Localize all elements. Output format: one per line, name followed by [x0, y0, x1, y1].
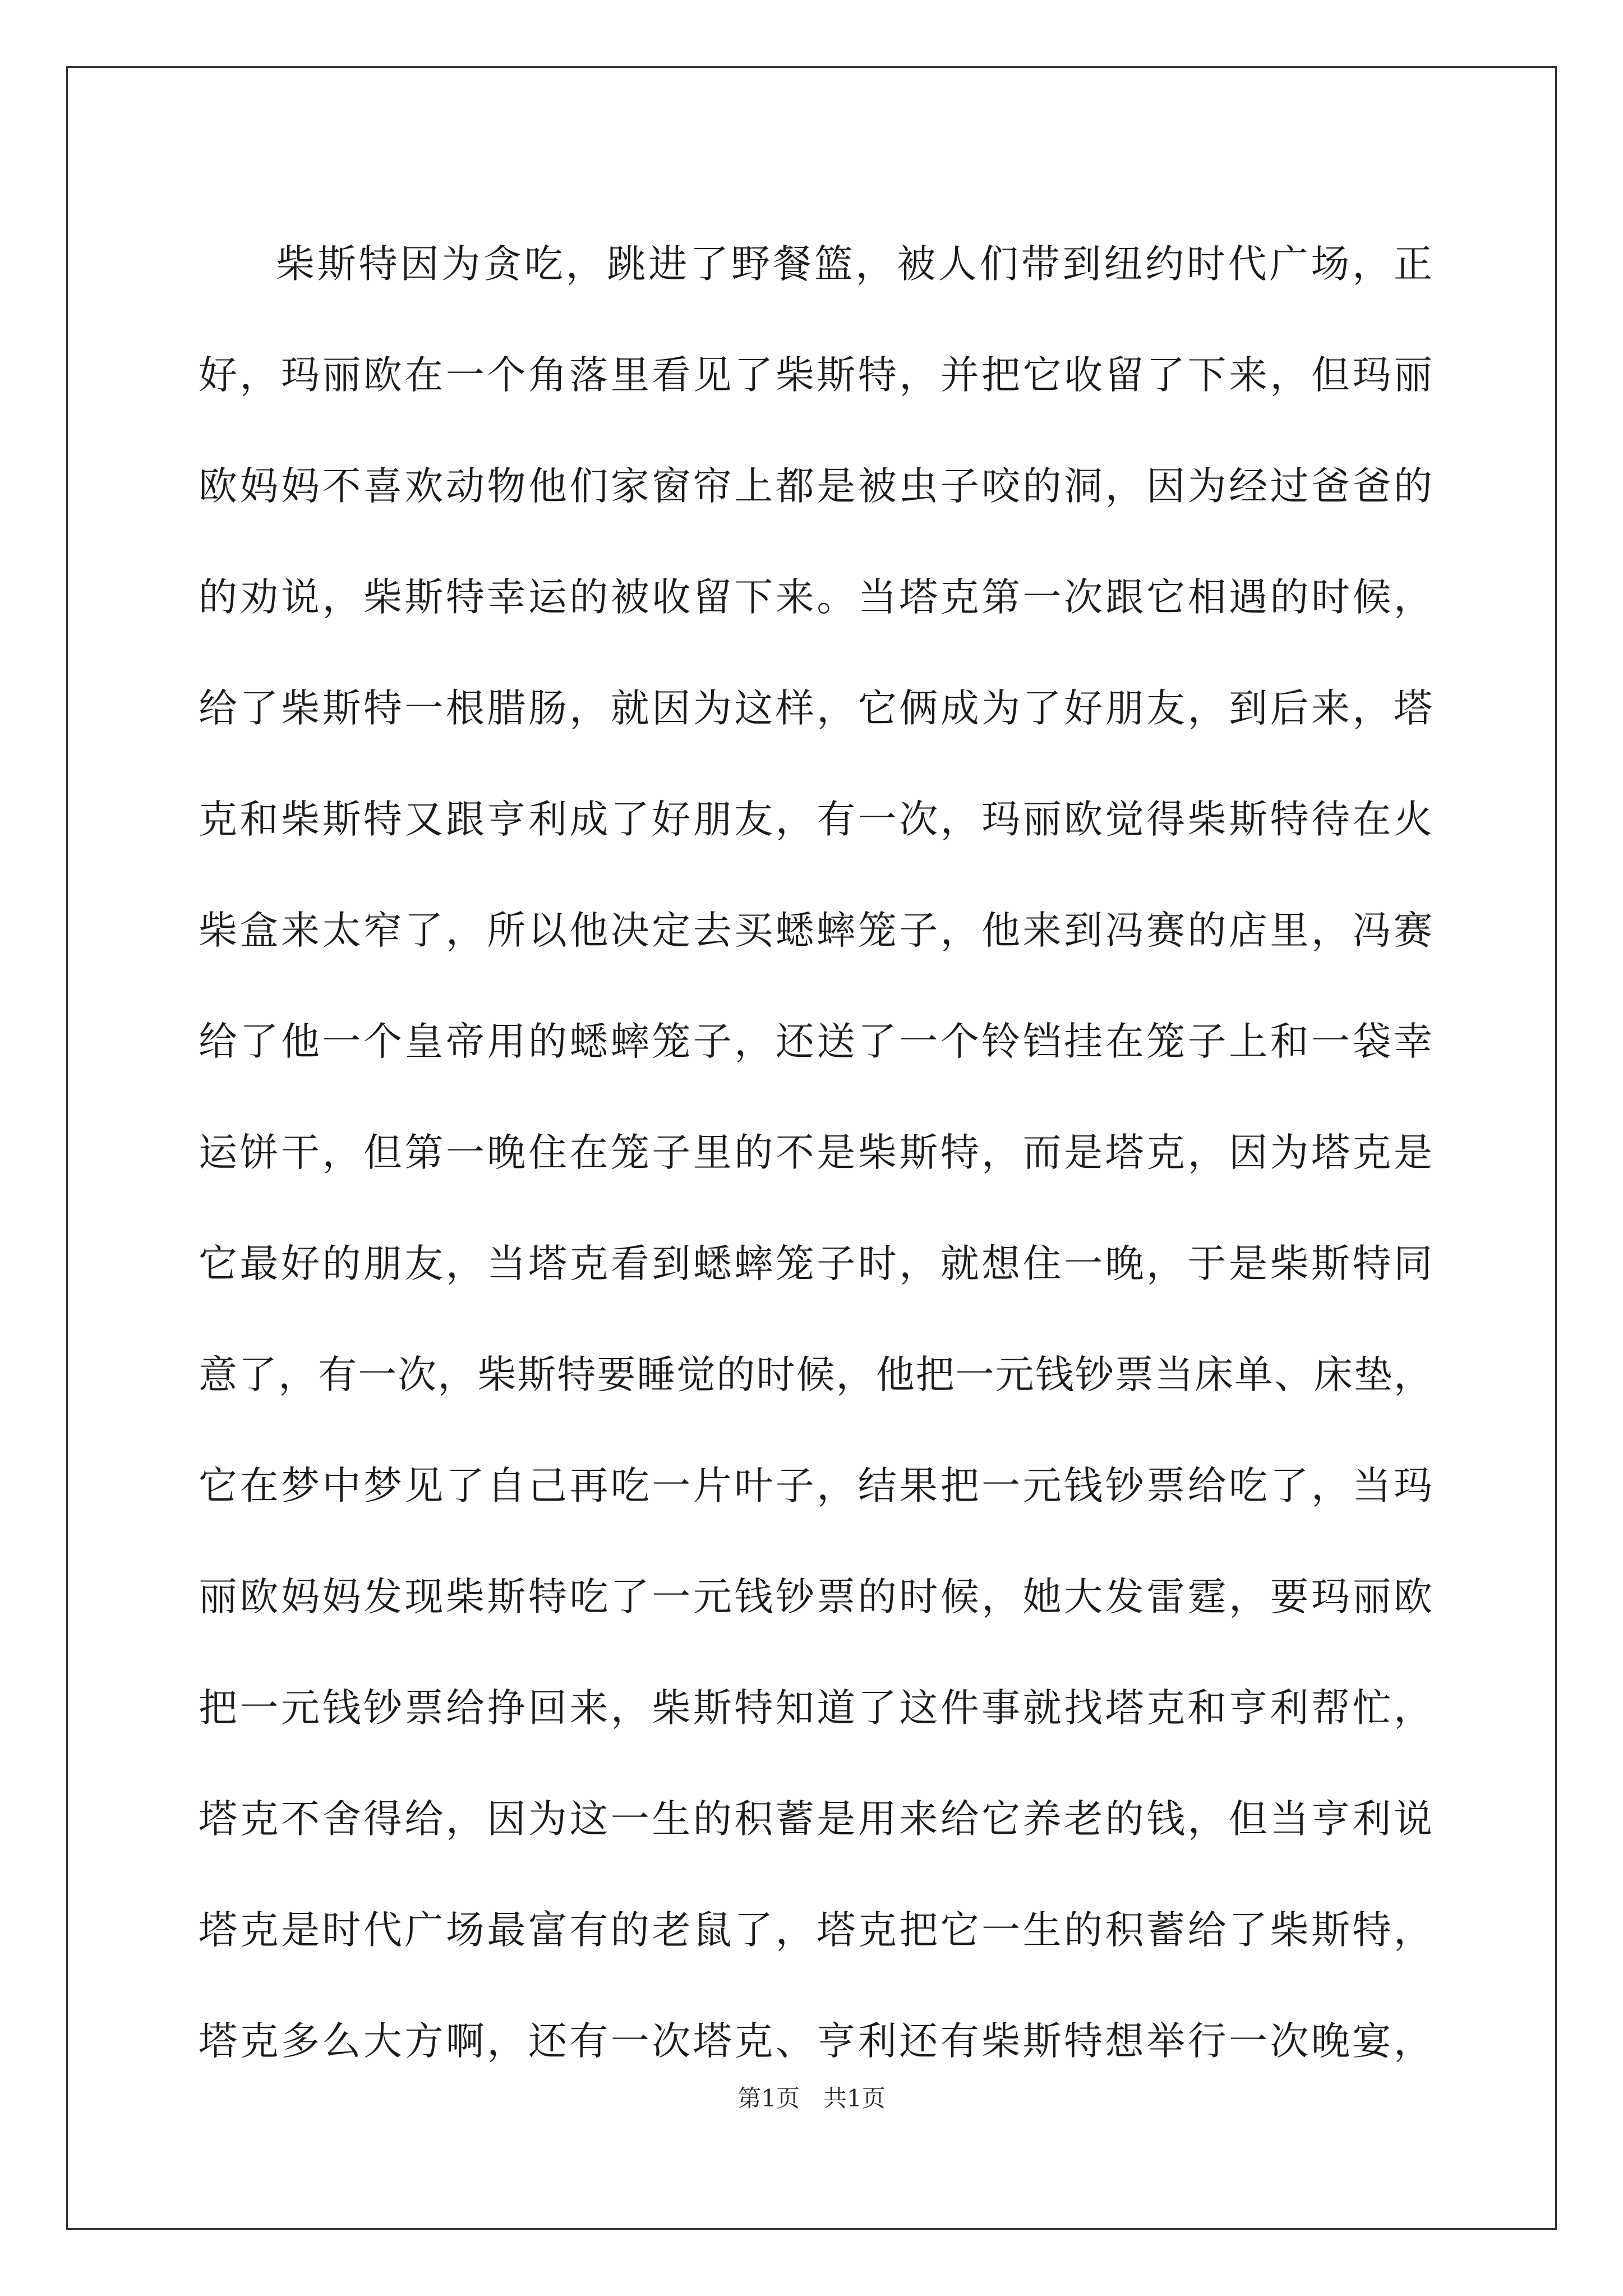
text-line-1: 柴斯特因为贪吃，跳进了野餐篮，被人们带到纽约时代广场，正	[276, 242, 1432, 287]
text-line-2: 好，玛丽欧在一个角落里看见了柴斯特，并把它收留了下来，但玛丽	[199, 353, 1432, 398]
text-line-4: 的劝说，柴斯特幸运的被收留下来。当塔克第一次跟它相遇的时候，	[199, 575, 1432, 620]
text-line-8: 给了他一个皇帝用的蟋蟀笼子，还送了一个铃铛挂在笼子上和一袋幸	[199, 1019, 1432, 1064]
text-line-12: 它在梦中梦见了自己再吃一片叶子，结果把一元钱钞票给吃了，当玛	[199, 1464, 1432, 1508]
text-line-16: 塔克是时代广场最富有的老鼠了，塔克把它一生的积蓄给了柴斯特，	[199, 1908, 1432, 1953]
text-line-3: 欧妈妈不喜欢动物他们家窗帘上都是被虫子咬的洞，因为经过爸爸的	[199, 464, 1432, 509]
text-line-10: 它最好的朋友，当塔克看到蟋蟀笼子时，就想住一晚，于是柴斯特同	[199, 1241, 1432, 1286]
text-line-6: 克和柴斯特又跟亨利成了好朋友，有一次，玛丽欧觉得柴斯特待在火	[199, 797, 1432, 842]
text-line-7: 柴盒来太窄了，所以他决定去买蟋蟀笼子，他来到冯赛的店里，冯赛	[199, 908, 1432, 953]
text-line-14: 把一元钱钞票给挣回来，柴斯特知道了这件事就找塔克和亨利帮忙，	[199, 1686, 1432, 1731]
page-number-footer: 第1页 共1页	[737, 2085, 886, 2112]
text-line-13: 丽欧妈妈发现柴斯特吃了一元钱钞票的时候，她大发雷霆，要玛丽欧	[199, 1575, 1432, 1619]
text-line-11: 意了，有一次，柴斯特要睡觉的时候，他把一元钱钞票当床单、床垫，	[199, 1352, 1432, 1397]
text-line-9: 运饼干，但第一晚住在笼子里的不是柴斯特，而是塔克，因为塔克是	[199, 1130, 1432, 1175]
text-line-15: 塔克不舍得给，因为这一生的积蓄是用来给它养老的钱，但当亨利说	[199, 1797, 1432, 1842]
text-line-17: 塔克多么大方啊，还有一次塔克、亨利还有柴斯特想举行一次晚宴，	[199, 2019, 1432, 2064]
body-paragraph	[199, 209, 1432, 2097]
text-line-5: 给了柴斯特一根腊肠，就因为这样，它俩成为了好朋友，到后来，塔	[199, 686, 1432, 731]
